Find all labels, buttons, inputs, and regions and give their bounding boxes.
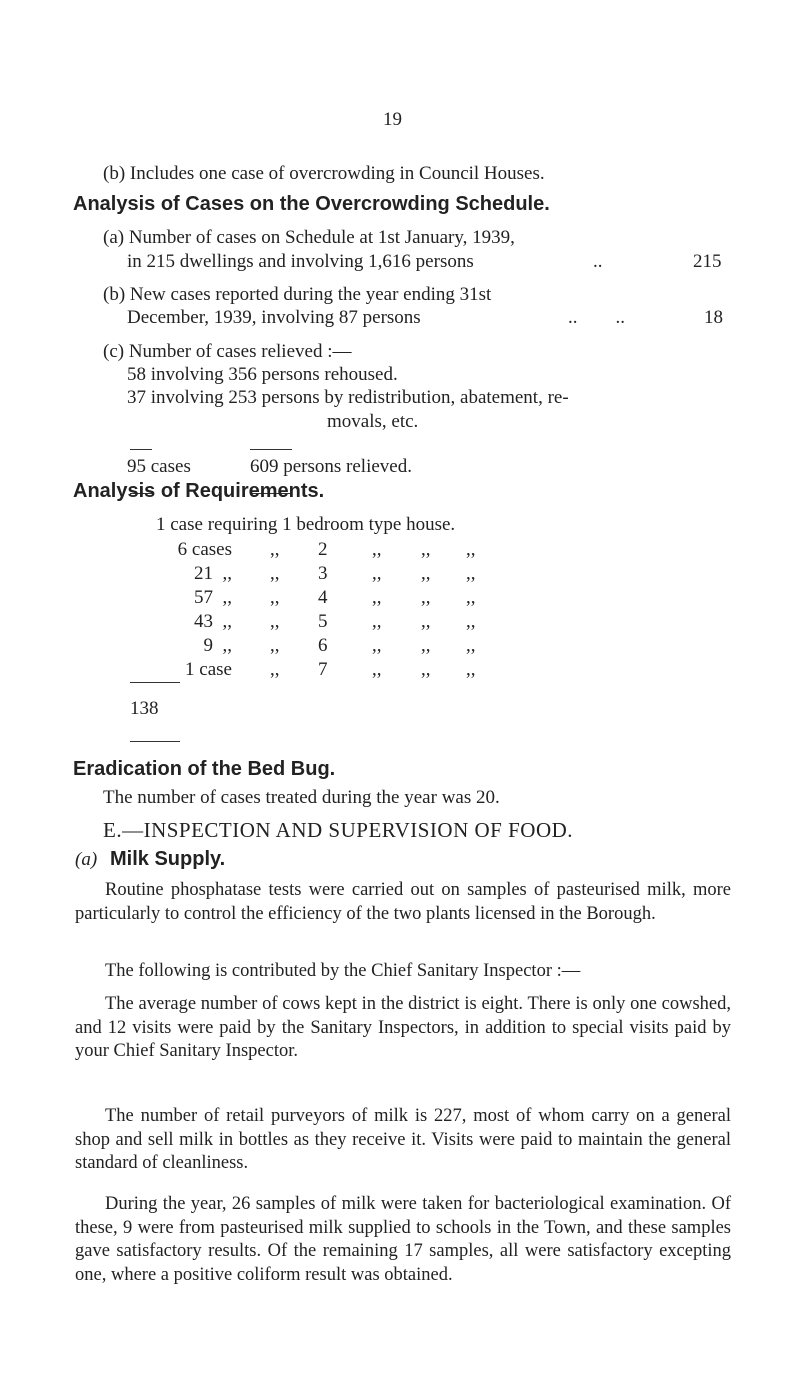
divider — [130, 449, 152, 450]
paragraph — [75, 1193, 731, 1287]
divider — [130, 682, 180, 683]
req-bedrooms: 6 — [318, 635, 328, 656]
paragraph — [75, 993, 731, 1064]
req-bedrooms: 2 — [318, 539, 328, 560]
req-ditto: ,, — [466, 611, 476, 632]
req-ditto: ,, — [270, 611, 280, 632]
req-ditto: ,, — [270, 539, 280, 560]
requirements-heading: Analysis of Requirements. — [73, 480, 325, 502]
paragraph — [75, 879, 731, 926]
req-ditto: ,, — [372, 659, 382, 680]
req-bedrooms: 5 — [318, 611, 328, 632]
item-c-line2: 58 involving 356 persons rehoused. — [127, 364, 398, 385]
item-a-line2: in 215 dwellings and involving 1,616 persons — [127, 251, 474, 272]
req-ditto: ,, — [270, 587, 280, 608]
item-b-line2: December, 1939, involving 87 persons — [127, 307, 421, 328]
total-cases: 95 cases — [127, 456, 191, 477]
bedbug-heading: Eradication of the Bed Bug. — [73, 758, 336, 780]
req-ditto: ,, — [270, 659, 280, 680]
req-ditto: ,, — [421, 539, 431, 560]
item-c-line1: (c) Number of cases relieved :— — [103, 341, 352, 362]
paragraph-text: The average number of cows kept in the district is eight. There is only one cowshed, and 12 visits were paid by the Sanitary Inspectors, in addition to special visits paid by your Chief Sanitary Inspector. — [75, 994, 731, 1061]
req-ditto: ,, — [372, 635, 382, 656]
req-ditto: ,, — [466, 539, 476, 560]
divider — [250, 449, 292, 450]
req-ditto: ,, — [270, 563, 280, 584]
item-a-dots: .. — [593, 251, 603, 272]
req-ditto: ,, — [466, 659, 476, 680]
req-ditto: ,, — [372, 587, 382, 608]
paragraph — [75, 1105, 731, 1176]
req-bedrooms: 3 — [318, 563, 328, 584]
req-count: 6 cases — [177, 539, 232, 560]
food-sub-label: (a) — [75, 849, 98, 870]
item-a-value: 215 — [693, 251, 722, 272]
note-b: (b) Includes one case of overcrowding in Council Houses. — [103, 163, 545, 184]
food-heading: E.—INSPECTION AND SUPERVISION OF FOOD. — [103, 818, 574, 842]
req-ditto: ,, — [421, 635, 431, 656]
req-ditto: ,, — [466, 635, 476, 656]
req-ditto: ,, — [421, 611, 431, 632]
requirements-total: 138 — [130, 698, 159, 719]
req-count: 21 ,, — [194, 563, 232, 584]
item-a-line1: (a) Number of cases on Schedule at 1st January, 1939, — [103, 227, 515, 248]
req-ditto: ,, — [372, 539, 382, 560]
milk-supply-heading: Milk Supply. — [110, 848, 226, 870]
requirements-first-row: 1 case requiring 1 bedroom type house. — [156, 514, 456, 535]
paragraph-text: During the year, 26 samples of milk were taken for bacteriological examination. Of these, 9 were from pasteurised milk supplied to schools in the Town, and these samples gave satisfactory results. Of the remaining 17 samples, all were satisfactory excepting one, where a positive coliform result was obtained. — [75, 1194, 731, 1285]
req-ditto: ,, — [372, 563, 382, 584]
req-ditto: ,, — [466, 563, 476, 584]
paragraph-text: Routine phosphatase tests were carried out on samples of pasteurised milk, more particularly to control the efficiency of the two plants licensed in the Borough. — [75, 880, 731, 924]
overcrowding-heading: Analysis of Cases on the Overcrowding Schedule. — [73, 193, 550, 215]
item-c-line3: 37 involving 253 persons by redistribution, abatement, re- — [127, 387, 569, 408]
paragraph-text: The following is contributed by the Chief Sanitary Inspector :— — [105, 961, 581, 981]
item-b-dots: .. .. — [568, 307, 625, 328]
req-ditto: ,, — [466, 587, 476, 608]
req-count: 43 ,, — [194, 611, 232, 632]
item-c-line4: movals, etc. — [327, 411, 419, 432]
item-b-value: 18 — [704, 307, 723, 328]
total-persons: 609 persons relieved. — [250, 456, 412, 477]
req-count: 57 ,, — [194, 587, 232, 608]
req-bedrooms: 4 — [318, 587, 328, 608]
paragraph — [75, 960, 731, 984]
bedbug-text: The number of cases treated during the year was 20. — [103, 787, 500, 808]
req-ditto: ,, — [372, 611, 382, 632]
paragraph-text: The number of retail purveyors of milk is 227, most of whom carry on a general shop and sell milk in bottles as they receive it. Visits were paid to maintain the general standard of cleanliness. — [75, 1106, 731, 1173]
req-count: 9 ,, — [203, 635, 232, 656]
req-ditto: ,, — [270, 635, 280, 656]
req-ditto: ,, — [421, 659, 431, 680]
item-b-line1: (b) New cases reported during the year ending 31st — [103, 284, 492, 305]
divider — [130, 741, 180, 742]
req-count: 1 case — [185, 659, 232, 680]
req-ditto: ,, — [421, 563, 431, 584]
page-number: 19 — [383, 109, 402, 130]
req-bedrooms: 7 — [318, 659, 328, 680]
req-ditto: ,, — [421, 587, 431, 608]
